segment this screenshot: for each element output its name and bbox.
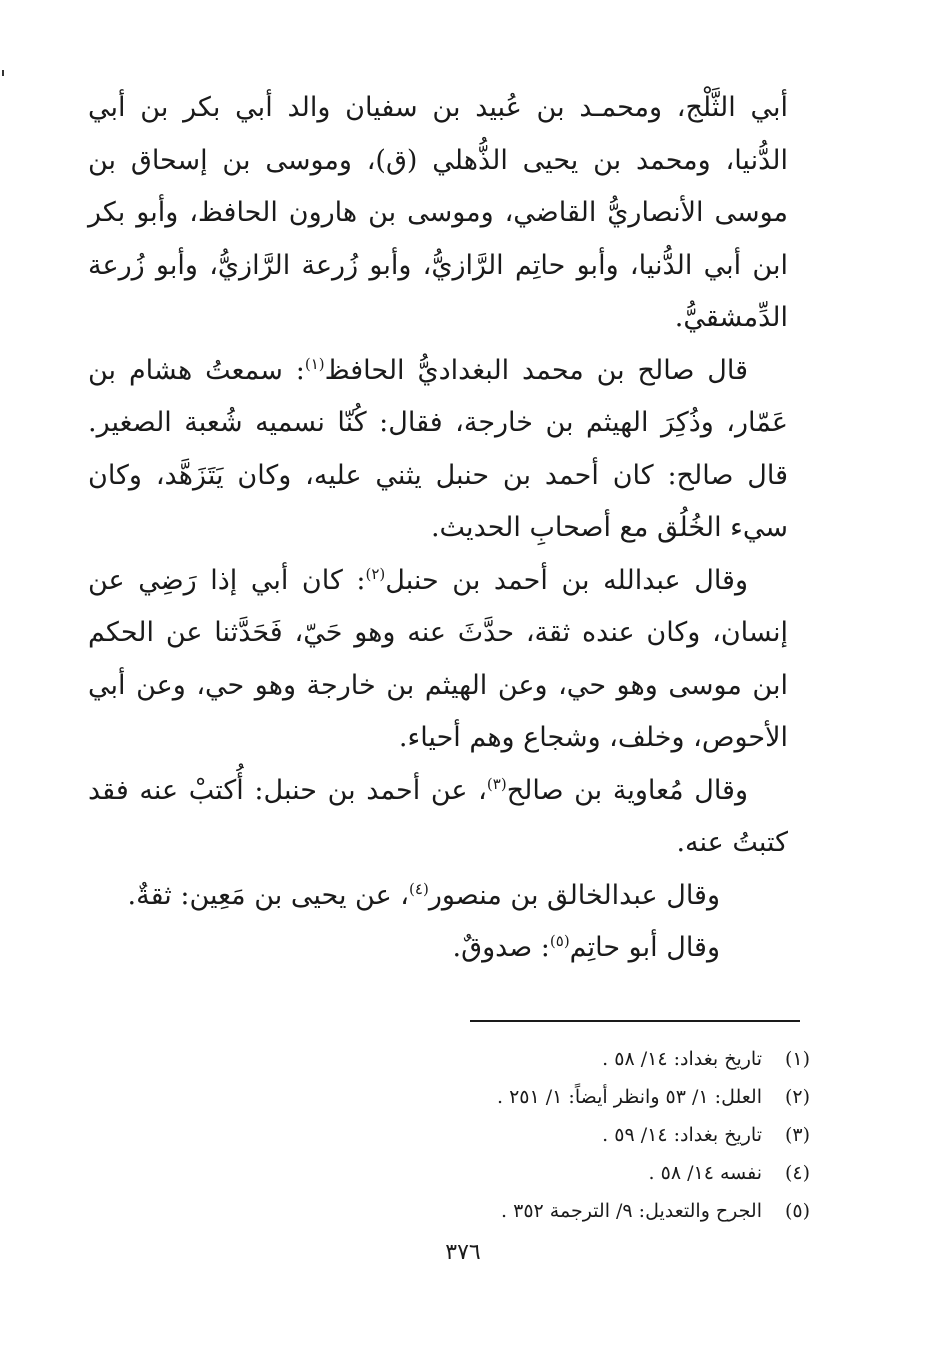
footnote-number: (٣) bbox=[784, 1124, 810, 1146]
footnote-number: (١) bbox=[784, 1048, 810, 1070]
paragraph-6 bbox=[88, 922, 788, 975]
footnote-text: نفسه ١٤/ ٥٨ . bbox=[648, 1162, 762, 1184]
paragraph-3-text-b: : كان أبي إذا رَضِي عن إنسان، وكان عنده ثقة، حدَّثَ عنه وهو حَيّ، فَحَدَّثنا عن الحكم ابن موسى وهو حي، وعن الهيثم بن خارجة وهو حي، وعن أبي الأحوص، وخلف، وشجاع وهم أحياء. bbox=[88, 564, 788, 753]
footnote-4 bbox=[300, 1154, 810, 1192]
footnote-text: تاريخ بغداد: ١٤/ ٥٨ . bbox=[602, 1048, 762, 1070]
footnote-3 bbox=[300, 1116, 810, 1154]
footnote-ref-1: (١) bbox=[304, 354, 325, 373]
footnote-ref-3: (٣) bbox=[486, 774, 507, 793]
footnote-separator bbox=[470, 1020, 800, 1022]
paragraph-3-text-a: وقال عبدالله بن أحمد بن حنبل bbox=[385, 564, 748, 596]
footnote-ref-2: (٢) bbox=[365, 564, 386, 583]
paragraph-2 bbox=[88, 345, 788, 555]
footnote-ref-5: (٥) bbox=[549, 932, 570, 950]
footnote-2 bbox=[300, 1078, 810, 1116]
page-number: ٣٧٦ bbox=[445, 1240, 481, 1265]
footnote-text: تاريخ بغداد: ١٤/ ٥٩ . bbox=[602, 1124, 762, 1146]
paragraph-4-text-a: وقال مُعاوية بن صالح bbox=[506, 774, 749, 806]
footnote-5 bbox=[300, 1192, 810, 1230]
paragraph-4 bbox=[88, 765, 788, 870]
paragraph-5 bbox=[88, 870, 788, 923]
footnote-text: العلل: ١/ ٥٣ وانظر أيضاً: ١/ ٢٥١ . bbox=[496, 1086, 762, 1108]
paragraph-5-text-b: ، عن يحيى بن مَعِين: ثقةٌ. bbox=[127, 879, 410, 911]
main-text bbox=[88, 82, 788, 975]
footnote-text: الجرح والتعديل: ٩/ الترجمة ٣٥٢ . bbox=[501, 1200, 762, 1222]
paragraph-2-text-a: قال صالح بن محمد البغداديُّ الحافظ bbox=[324, 354, 748, 386]
paragraph-2-text-b: : سمعتُ هشام بن عَمّار، وذُكِرَ الهيثم بن خارجة، فقال: كُنّا نسميه شُعبة الصغير. قال صالح: كان أحمد بن حنبل يثني عليه، وكان يَتَزَهَّد، وكان سيء الخُلُق مع أصحابِ الحديث. bbox=[88, 354, 788, 543]
footnote-ref-4: (٤) bbox=[409, 879, 429, 898]
paragraph-6-text-b: : صدوقٌ. bbox=[452, 932, 550, 963]
margin-mark bbox=[2, 70, 4, 76]
paragraph-6-text-a: وقال أبو حاتِم bbox=[569, 932, 720, 963]
paragraph-3 bbox=[88, 555, 788, 765]
footnote-number: (٢) bbox=[784, 1086, 810, 1108]
footnote-number: (٤) bbox=[784, 1162, 810, 1184]
paragraph-5-text-a: وقال عبدالخالق بن منصور bbox=[428, 879, 720, 911]
paragraph-1: أبي الثَّلْج، ومحمـد بن عُبيد بن سفيان والد أبي بكر بن أبي الدُّنيا، ومحمد بن يحيى الذُّهلي (ق)، وموسى بن إسحاق بن موسى الأنصاريُّ القاضي، وموسى بن هارون الحافظ، وأبو بكر ابن أبي الدُّنيا، وأبو حاتِم الرَّازيُّ، وأبو زُرعة الرَّازيُّ، وأبو زُرعة الدِّمشقيُّ. bbox=[88, 92, 788, 333]
footnotes bbox=[300, 1040, 810, 1230]
paragraph-4-text-b: ، عن أحمد بن حنبل: أُكتبْ عنه فقد كتبتُ عنه. bbox=[88, 774, 788, 858]
footnote-1 bbox=[300, 1040, 810, 1078]
footnote-number: (٥) bbox=[784, 1200, 810, 1222]
